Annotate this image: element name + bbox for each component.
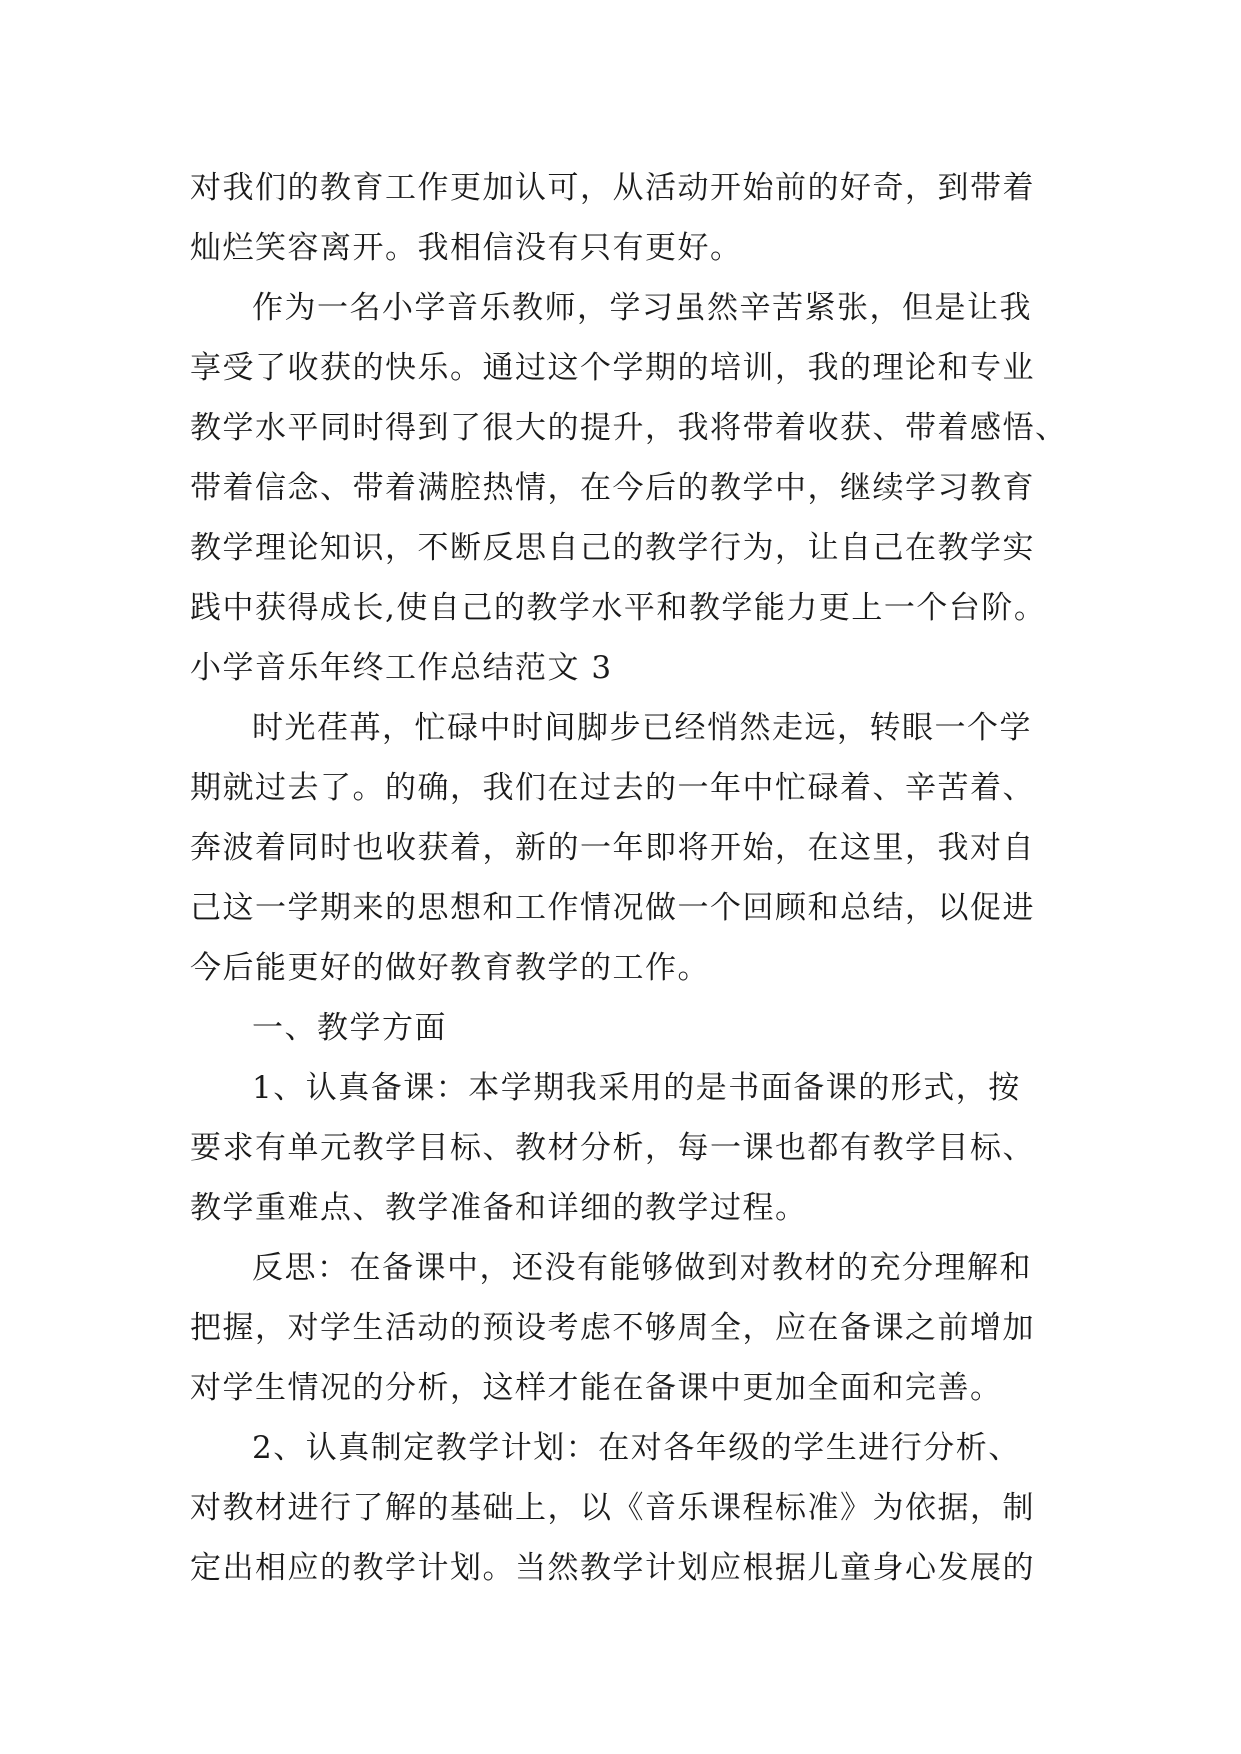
text-line: 践中获得成长,使自己的教学水平和教学能力更上一个台阶。 bbox=[190, 590, 1047, 626]
text-line: 教学理论知识，不断反思自己的教学行为，让自己在教学实 bbox=[190, 530, 1035, 566]
subsection-heading: 一、教学方面 bbox=[252, 1010, 447, 1046]
text-line: 要求有单元教学目标、教材分析，每一课也都有教学目标、 bbox=[190, 1130, 1035, 1166]
text-line: 灿烂笑容离开。我相信没有只有更好。 bbox=[190, 230, 743, 266]
text-line: 带着信念、带着满腔热情，在今后的教学中，继续学习教育 bbox=[190, 470, 1035, 506]
text-line: 今后能更好的做好教育教学的工作。 bbox=[190, 950, 710, 986]
section-heading: 小学音乐年终工作总结范文 3 bbox=[190, 650, 613, 686]
text-line: 期就过去了。的确，我们在过去的一年中忙碌着、辛苦着、 bbox=[190, 770, 1035, 806]
paragraph-start-line: 时光荏苒，忙碌中时间脚步已经悄然走远，转眼一个学 bbox=[252, 710, 1032, 746]
text-line: 定出相应的教学计划。当然教学计划应根据儿童身心发展的 bbox=[190, 1550, 1035, 1586]
document-body bbox=[190, 158, 1070, 1598]
text-line: 对学生情况的分析，这样才能在备课中更加全面和完善。 bbox=[190, 1370, 1003, 1406]
paragraph-start-line: 1、认真备课：本学期我采用的是书面备课的形式，按 bbox=[252, 1070, 1021, 1106]
paragraph-start-line: 2、认真制定教学计划：在对各年级的学生进行分析、 bbox=[252, 1430, 1021, 1466]
text-line: 教学重难点、教学准备和详细的教学过程。 bbox=[190, 1190, 808, 1226]
text-line: 对我们的教育工作更加认可，从活动开始前的好奇，到带着 bbox=[190, 170, 1035, 206]
text-line: 享受了收获的快乐。通过这个学期的培训，我的理论和专业 bbox=[190, 350, 1035, 386]
paragraph-start-line: 作为一名小学音乐教师，学习虽然辛苦紧张，但是让我 bbox=[252, 290, 1032, 326]
text-line: 奔波着同时也收获着，新的一年即将开始，在这里，我对自 bbox=[190, 830, 1035, 866]
paragraph-start-line: 反思：在备课中，还没有能够做到对教材的充分理解和 bbox=[252, 1250, 1032, 1286]
text-line: 对教材进行了解的基础上，以《音乐课程标准》为依据，制 bbox=[190, 1490, 1035, 1526]
text-line: 把握，对学生活动的预设考虑不够周全，应在备课之前增加 bbox=[190, 1310, 1035, 1346]
text-line: 教学水平同时得到了很大的提升，我将带着收获、带着感悟、 bbox=[190, 410, 1068, 446]
text-line: 己这一学期来的思想和工作情况做一个回顾和总结，以促进 bbox=[190, 890, 1035, 926]
